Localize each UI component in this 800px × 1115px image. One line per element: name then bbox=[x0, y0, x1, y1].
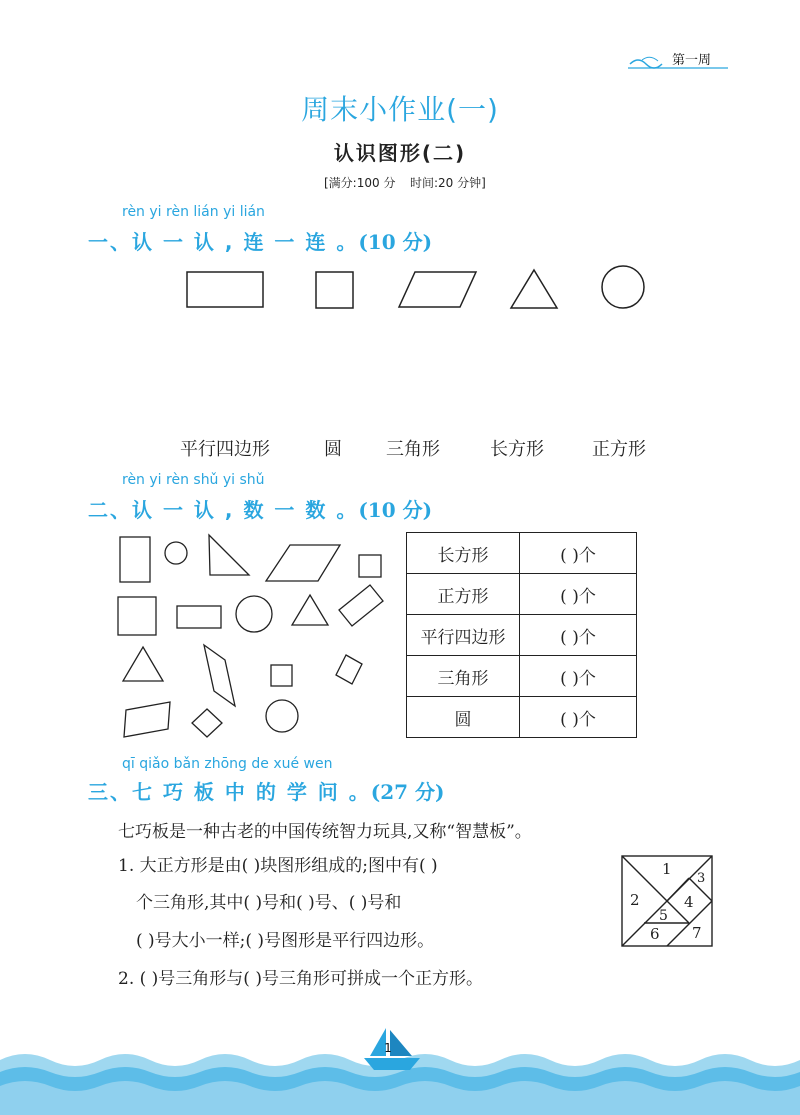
tangram-number-4: 4 bbox=[684, 893, 694, 911]
tangram-number-2: 2 bbox=[630, 891, 640, 909]
table-row bbox=[407, 615, 637, 656]
shape-triangle-1 bbox=[209, 535, 249, 575]
table-cell-name: 平行四边形 bbox=[407, 615, 520, 656]
tangram-figure bbox=[618, 852, 718, 952]
section-2-heading bbox=[88, 494, 432, 523]
answer-blank[interactable]: ( )个 bbox=[520, 697, 637, 738]
tangram-number-5: 5 bbox=[659, 908, 668, 924]
tangram-number-3: 3 bbox=[697, 871, 706, 886]
section-2-pinyin: rèn yi rèn shǔ yi shǔ bbox=[122, 472, 265, 488]
table-row bbox=[407, 574, 637, 615]
section-1-pinyin: rèn yi rèn lián yi lián bbox=[122, 204, 265, 220]
square-shape bbox=[316, 272, 353, 308]
section-3-heading bbox=[88, 776, 444, 805]
tangram-number-6: 6 bbox=[650, 925, 660, 943]
label-parallelogram: 平行四边形 bbox=[180, 439, 270, 460]
question-1-line-3: ( )号大小一样;( )号图形是平行四边形。 bbox=[136, 931, 435, 951]
count-table bbox=[406, 532, 637, 738]
shape-circle-3 bbox=[266, 700, 298, 732]
shape-triangle-2 bbox=[292, 595, 328, 625]
shape-rect-1 bbox=[120, 537, 150, 582]
label-circle: 圆 bbox=[324, 439, 342, 460]
section-1-shapes bbox=[0, 260, 800, 320]
answer-blank[interactable]: ( )个 bbox=[520, 615, 637, 656]
question-1-line-1: 1. 大正方形是由( )块图形组成的;图中有( ) bbox=[118, 856, 438, 876]
section-3-pinyin: qī qiǎo bǎn zhōng de xué wen bbox=[122, 756, 333, 772]
rectangle-shape bbox=[187, 272, 263, 307]
answer-blank[interactable]: ( )个 bbox=[520, 656, 637, 697]
tangram-number-1: 1 bbox=[662, 860, 672, 878]
shape-circle-1 bbox=[165, 542, 187, 564]
label-rectangle: 长方形 bbox=[490, 439, 544, 460]
page-number: 1 bbox=[384, 1041, 392, 1055]
section-3-score: (27 分) bbox=[370, 780, 445, 804]
shape-triangle-3 bbox=[123, 647, 163, 681]
section-3-title: 三、七 巧 板 中 的 学 问 。 bbox=[88, 780, 371, 804]
section-1-title: 一、认 一 认 , 连 一 连 。 bbox=[88, 230, 359, 254]
week-label: 第一周 bbox=[672, 53, 712, 68]
question-1-line-2: 个三角形,其中( )号和( )号、( )号和 bbox=[136, 893, 402, 913]
shape-square-3 bbox=[271, 665, 292, 686]
question-2: 2. ( )号三角形与( )号三角形可拼成一个正方形。 bbox=[118, 969, 483, 989]
shape-rect-2 bbox=[177, 606, 221, 628]
circle-shape bbox=[602, 266, 644, 308]
answer-blank[interactable]: ( )个 bbox=[520, 533, 637, 574]
shape-circle-2 bbox=[236, 596, 272, 632]
parallelogram-shape bbox=[399, 272, 476, 307]
section-2-score: (10 分) bbox=[358, 498, 433, 522]
footer-waves bbox=[0, 1010, 800, 1115]
page-subtitle: 认识图形(二) bbox=[333, 141, 467, 165]
section-1-heading bbox=[88, 226, 432, 255]
label-triangle: 三角形 bbox=[386, 439, 440, 460]
time-label: 时间:20 分钟] bbox=[410, 176, 486, 190]
table-row bbox=[407, 656, 637, 697]
sailboat-icon bbox=[364, 1028, 420, 1070]
triangle-shape bbox=[511, 270, 557, 308]
shape-square-tilted bbox=[336, 655, 362, 684]
answer-blank[interactable]: ( )个 bbox=[520, 574, 637, 615]
full-score-label: [满分:100 分 bbox=[324, 176, 396, 190]
tangram-number-7: 7 bbox=[692, 924, 702, 942]
table-cell-name: 长方形 bbox=[407, 533, 520, 574]
shape-square-2 bbox=[118, 597, 156, 635]
table-cell-name: 圆 bbox=[407, 697, 520, 738]
shape-parallelogram-1 bbox=[266, 545, 340, 581]
section-2-shapes bbox=[0, 525, 400, 750]
page-title: 周末小作业(一) bbox=[301, 93, 499, 126]
shape-parallelogram-2 bbox=[204, 645, 235, 706]
section-2-title: 二、认 一 认 , 数 一 数 。 bbox=[88, 498, 359, 522]
week-tag bbox=[628, 48, 730, 74]
table-cell-name: 正方形 bbox=[407, 574, 520, 615]
table-cell-name: 三角形 bbox=[407, 656, 520, 697]
section-1-score: (10 分) bbox=[358, 230, 433, 254]
table-row bbox=[407, 697, 637, 738]
shape-parallelogram-3 bbox=[124, 702, 170, 737]
shape-square-1 bbox=[359, 555, 381, 577]
shape-square-diamond bbox=[192, 709, 222, 737]
shape-rect-tilted bbox=[339, 585, 383, 626]
table-row bbox=[407, 533, 637, 574]
tangram-intro: 七巧板是一种古老的中国传统智力玩具,又称“智慧板”。 bbox=[118, 822, 532, 842]
label-square: 正方形 bbox=[592, 439, 646, 460]
